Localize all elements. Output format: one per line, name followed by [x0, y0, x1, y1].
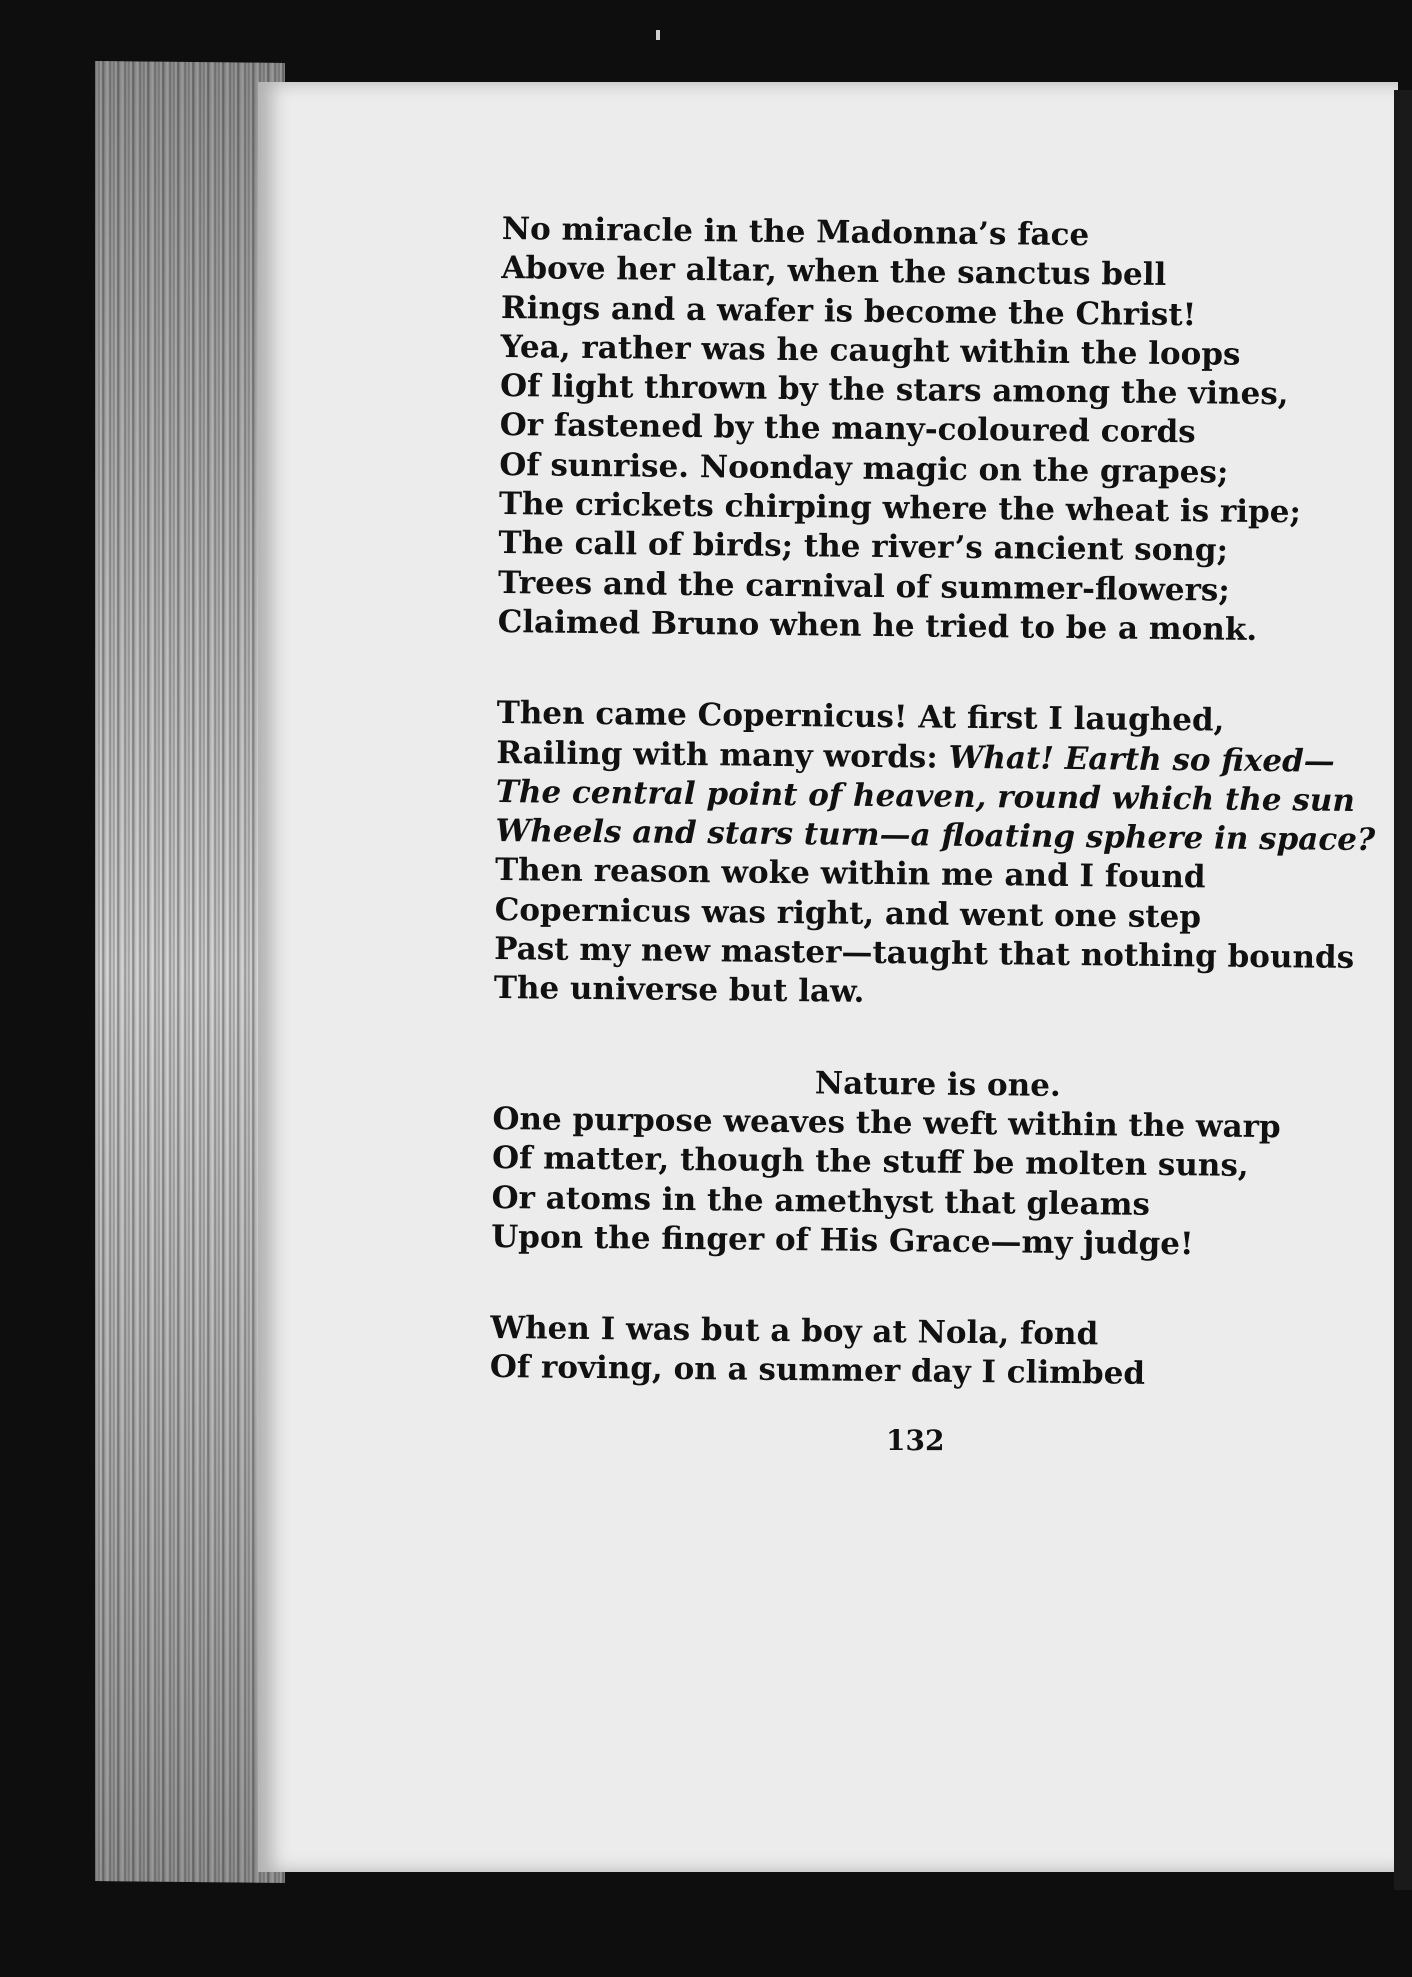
roman-segment: Railing with many words:: [496, 734, 949, 776]
stanza-1: [497, 210, 1381, 651]
poem-line: Past my new master—taught that nothing bounds: [494, 931, 1355, 977]
stanza-3: [491, 1061, 1373, 1267]
poem-line: Then came Copernicus! At first I laughed,: [496, 695, 1225, 739]
poem-line: Yea, rather was he caught within the loops: [500, 328, 1241, 373]
poem-line: Then reason woke within me and I found: [494, 852, 1206, 896]
poem-line: Of sunrise. Noonday magic on the grapes;: [499, 446, 1229, 491]
poem-line: When I was but a boy at Nola, fond: [490, 1310, 1099, 1353]
poem-line: Or fastened by the many-coloured cords: [499, 407, 1196, 451]
page-number: 132: [886, 1424, 945, 1457]
poem-line: Or atoms in the amethyst that gleams: [491, 1179, 1151, 1223]
poem-line: Copernicus was right, and went one step: [494, 891, 1202, 936]
poem-line: The call of birds; the river’s ancient song;: [498, 525, 1229, 569]
poem-line: Of matter, though the stuff be molten suns,: [491, 1140, 1249, 1185]
page-edges: [95, 61, 285, 1883]
stanza-2: [494, 694, 1377, 1018]
poem-line: Of light thrown by the stars among the vines,: [499, 368, 1289, 413]
poem-line: Claimed Bruno when he tried to be a monk.: [497, 603, 1258, 648]
poem-line-italic: The central point of heaven, round which the sun: [495, 773, 1356, 819]
poem-line: No miracle in the Madonna’s face: [501, 210, 1090, 254]
poem-line-indented: Nature is one.: [814, 1064, 1061, 1104]
poem-line: Trees and the carnival of summer-flowers;: [497, 564, 1231, 609]
italic-segment: What! Earth so fixed—: [948, 739, 1335, 780]
poem-line: Upon the finger of His Grace—my judge!: [491, 1218, 1194, 1263]
poem-line-italic: Wheels and stars turn—a floating sphere in space?: [495, 813, 1376, 859]
stanza-4: [490, 1309, 1371, 1397]
dust-speck: [656, 30, 660, 40]
poem-line: The universe but law.: [493, 970, 865, 1011]
page-gutter: [1394, 90, 1412, 1890]
poem-text: [490, 210, 1382, 1397]
poem-line: Rings and a wafer is become the Christ!: [500, 289, 1197, 333]
poem-line: One purpose weaves the weft within the warp: [492, 1100, 1281, 1146]
poem-line: Above her altar, when the sanctus bell: [501, 250, 1167, 294]
poem-line: The crickets chirping where the wheat is ripe;: [498, 486, 1302, 531]
poem-line: Of roving, on a summer day I climbed: [489, 1349, 1146, 1393]
